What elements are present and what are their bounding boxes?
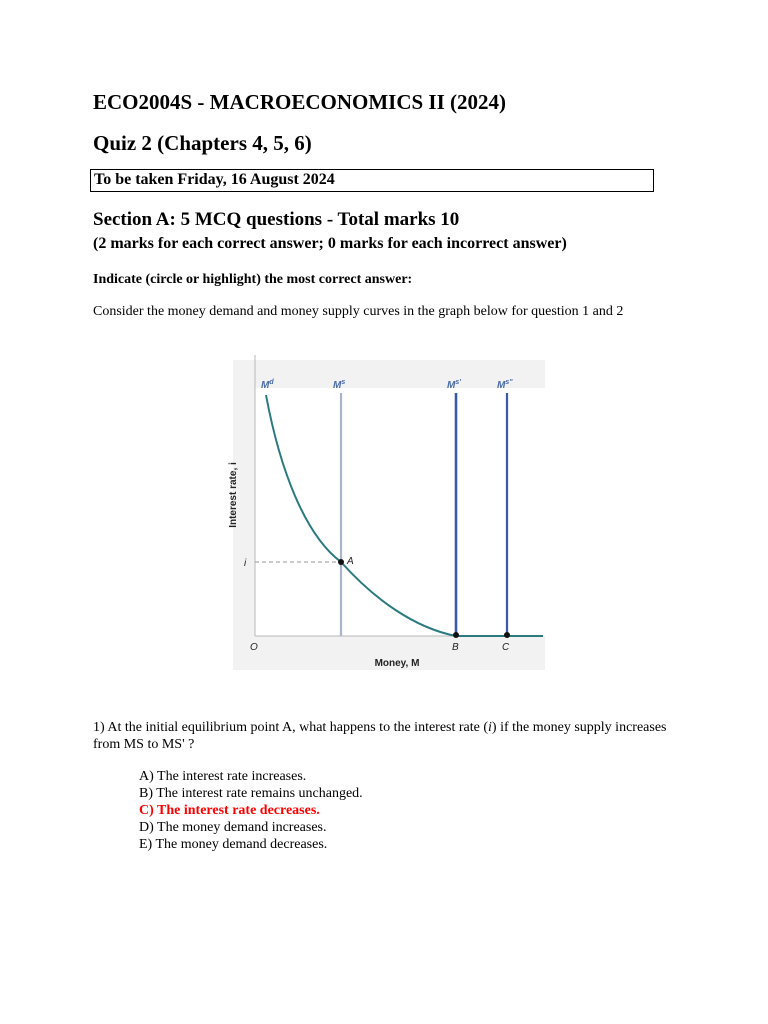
plot-area: [255, 388, 545, 636]
interest-rate-symbol: i: [488, 720, 492, 735]
option-b[interactable]: B) The interest rate remains unchanged.: [139, 786, 363, 801]
origin-label: O: [250, 642, 258, 653]
option-d[interactable]: D) The money demand increases.: [139, 820, 327, 835]
option-c[interactable]: C) The interest rate decreases.: [139, 803, 320, 818]
point-a: [338, 559, 344, 565]
instruction-text: Indicate (circle or highlight) the most correct answer:: [93, 272, 413, 287]
interest-rate-tick-label: i: [244, 558, 247, 569]
course-title: ECO2004S - MACROECONOMICS II (2024): [93, 90, 507, 114]
point-b-label: B: [452, 642, 459, 653]
x-axis-label: Money, M: [374, 658, 420, 669]
point-b: [453, 632, 459, 638]
question-1-options: [139, 768, 363, 853]
section-heading: Section A: 5 MCQ questions - Total marks 10: [93, 209, 460, 230]
section-marks-note: (2 marks for each correct answer; 0 marks for each incorrect answer): [93, 235, 567, 252]
intro-text: Consider the money demand and money supply curves in the graph below for question 1 and 2: [93, 304, 624, 319]
ms-prime-label: $M^{s'}$: [447, 379, 461, 391]
question-1-text: 1) At the initial equilibrium point A, what happens to the interest rate (i) if the money supply increases from MS to MS' ?: [93, 720, 667, 752]
date-box: [90, 169, 654, 192]
ms-double-prime-label: $M^{s"}$: [497, 379, 513, 391]
point-c-label: C: [502, 642, 510, 653]
option-e[interactable]: E) The money demand decreases.: [139, 837, 328, 852]
quiz-title: Quiz 2 (Chapters 4, 5, 6): [93, 131, 312, 155]
point-c: [504, 632, 510, 638]
option-a[interactable]: A) The interest rate increases.: [139, 769, 307, 784]
point-a-label: A: [347, 556, 354, 567]
date-note: To be taken Friday, 16 August 2024: [94, 171, 335, 188]
money-market-graph: [225, 350, 550, 680]
y-axis-label: Interest rate, i: [228, 462, 239, 528]
md-label: $M^d$: [261, 379, 274, 391]
ms-label: $M^s$: [333, 379, 346, 391]
